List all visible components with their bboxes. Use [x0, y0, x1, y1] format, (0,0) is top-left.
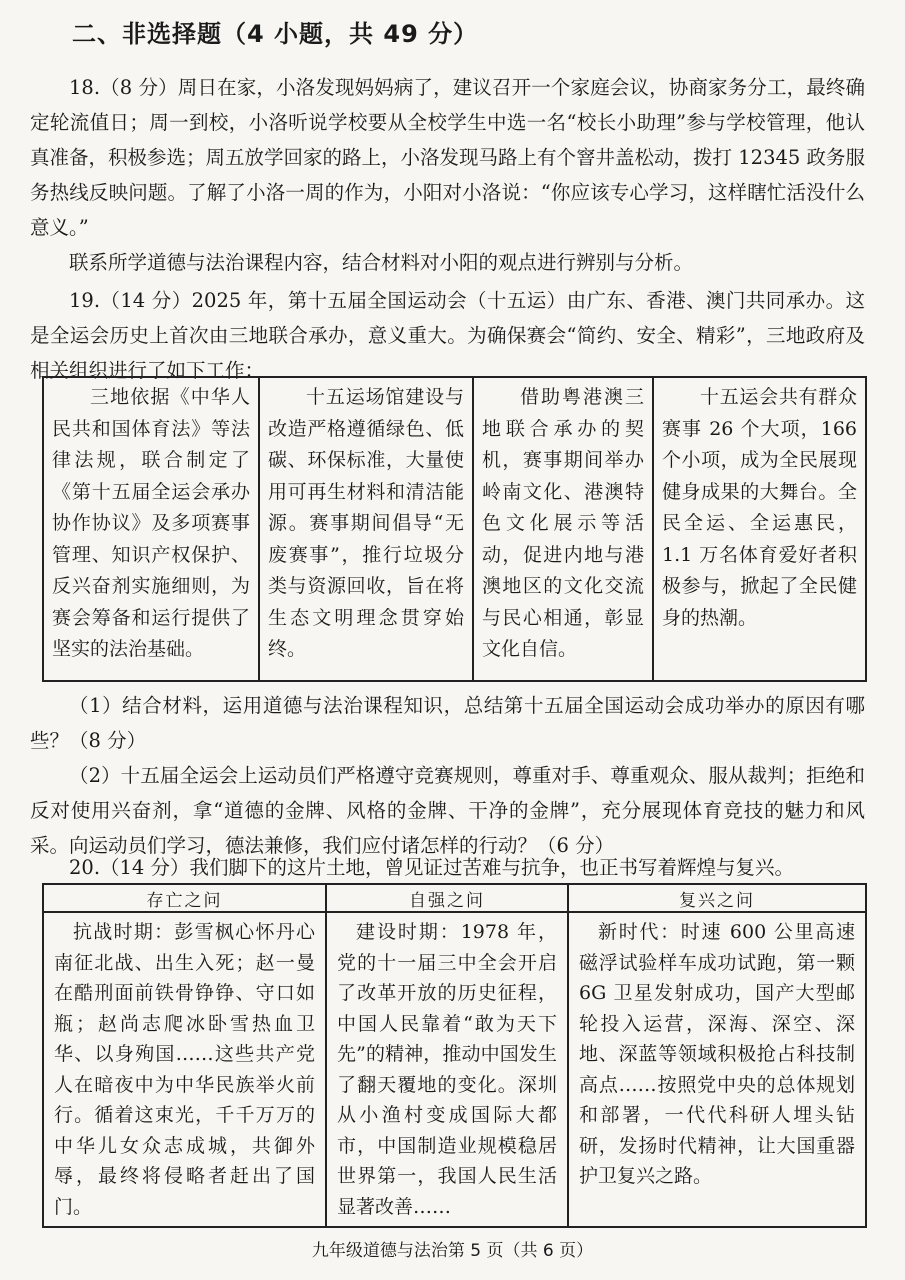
material-table-19 [42, 376, 867, 682]
material-table-20 [42, 883, 867, 1228]
material-cell-war: 抗战时期：彭雪枫心怀丹心南征北战、出生入死；赵一曼在酷刑面前铁骨铮铮、守口如瓶；赵尚志爬冰卧雪热血卫华、以身殉国……这些共产党人在暗夜中为中华民族举火前行。循着这束光，千千万万的中华儿女众志成城，共御外辱，最终将侵略者赶出了国门。 [43, 912, 326, 1227]
material-cell-law: 三地依据《中华人民共和国体育法》等法律法规，联合制定了《第十五届全运会承办协作协议》及多项赛事管理、知识产权保护、反兴奋剂实施细则，为赛会筹备和运行提供了坚实的法治基础。 [43, 377, 259, 681]
section-title: 二、非选择题（4 小题，共 49 分） [72, 20, 479, 48]
material-cell-green: 十五运场馆建设与改造严格遵循绿色、低碳、环保标准，大量使用可再生材料和清洁能源。赛事期间倡导“无废赛事”，推行垃圾分类与资源回收，旨在将生态文明理念贯穿始终。 [259, 377, 473, 681]
question-19-sub1: （1）结合材料，运用道德与法治课程知识，总结第十五届全国运动会成功举办的原因有哪些？（8 分） [30, 694, 865, 752]
material-cell-culture: 借助粤港澳三地联合承办的契机，赛事期间举办岭南文化、港澳特色文化展示等活动，促进内地与港澳地区的文化交流与民心相通，彰显文化自信。 [473, 377, 653, 681]
material-cell-reform: 建设时期：1978 年，党的十一届三中全会开启了改革开放的历史征程，中国人民靠着“敢为天下先”的精神，推动中国发生了翻天覆地的变化。深圳从小渔村变成国际大都市，中国制造业规模稳居世界第一，我国人民生活显著改善…… [326, 912, 568, 1227]
question-19-stem: 19.（14 分）2025 年，第十五届全国运动会（十五运）由广东、香港、澳门共同承办。这是全运会历史上首次由三地联合承办，意义重大。为确保赛会“简约、安全、精彩”，三地政府及相关组织进行了如下工作： [30, 289, 865, 382]
material-cell-new-era: 新时代：时速 600 公里高速磁浮试验样车成功试跑，第一颗 6G 卫星发射成功，国产大型邮轮投入运营，深海、深空、深地、深蓝等领域积极抢占科技制高点……按照党中央的总体规划和部署，一代代科研人埋头钻研，发扬时代精神，让大国重器护卫复兴之路。 [568, 912, 866, 1227]
question-20-stem: 20.（14 分）我们脚下的这片土地，曾见证过苦难与抗争，也正书写着辉煌与复兴。 [69, 856, 795, 879]
question-19-sub2: （2）十五届全运会上运动员们严格遵守竞赛规则，尊重对手、尊重观众、服从裁判；拒绝和反对使用兴奋剂，拿“道德的金牌、风格的金牌、干净的金牌”，充分展现体育竞技的魅力和风采。向运动员们学习，德法兼修，我们应付诸怎样的行动？（6 分） [30, 764, 865, 857]
table-header-rejuvenation: 复兴之问 [568, 884, 866, 912]
table-header-survival: 存亡之问 [43, 884, 326, 912]
material-cell-fitness: 十五运会共有群众赛事 26 个大项，166 个小项，成为全民展现健身成果的大舞台。全民全运、全运惠民，1.1 万名体育爱好者积极参与，掀起了全民健身的热潮。 [653, 377, 866, 681]
question-18-stem: 18.（8 分）周日在家，小洛发现妈妈病了，建议召开一个家庭会议，协商家务分工，最终确定轮流值日；周一到校，小洛听说学校要从全校学生中选一名“校长小助理”参与学校管理，他认真准备，积极参选；周五放学回家的路上，小洛发现马路上有个窨井盖松动，拨打 12345 政务服务热线反映问题。了解了小洛一周的作为，小阳对小洛说：“你应该专心学习，这样瞎忙活没什么意义。” [30, 76, 865, 239]
table-header-self-strength: 自强之问 [326, 884, 568, 912]
question-18-task: 联系所学道德与法治课程内容，结合材料对小阳的观点进行辨别与分析。 [69, 251, 694, 274]
page-footer: 九年级道德与法治第 5 页（共 6 页） [311, 1241, 594, 1261]
